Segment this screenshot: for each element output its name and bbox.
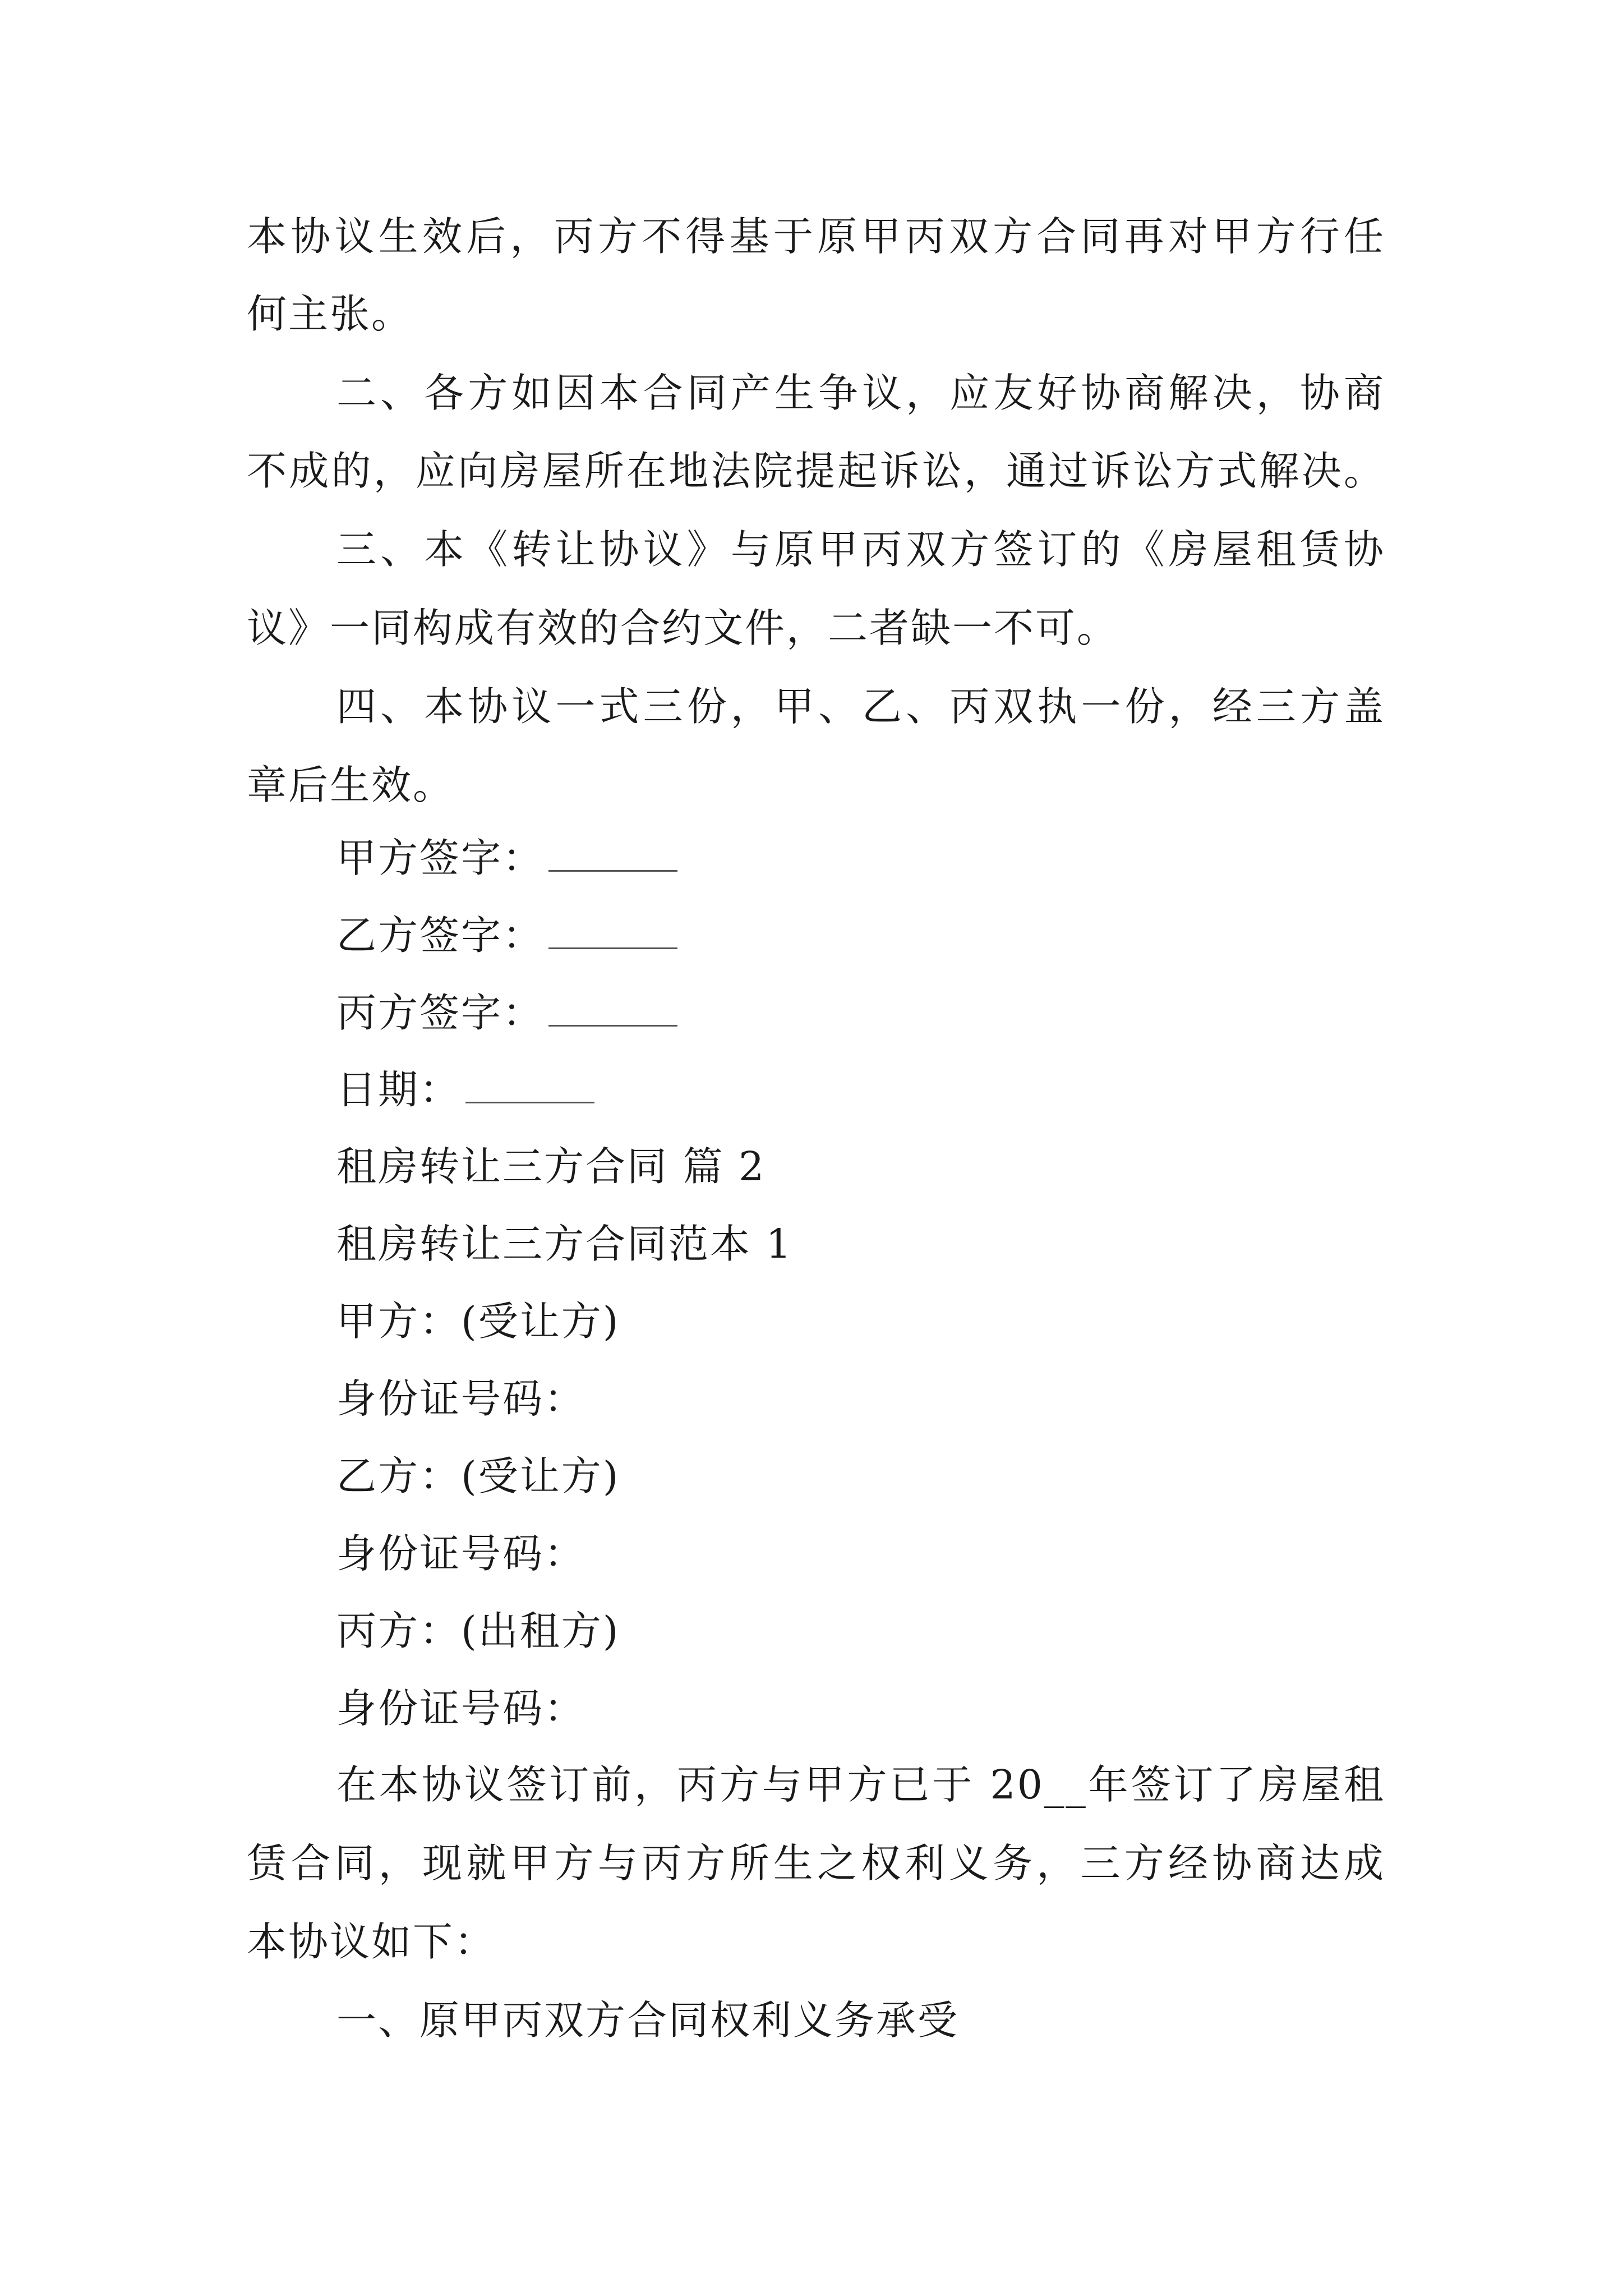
signature-label: 甲方签字： <box>336 835 545 881</box>
signature-label: 乙方签字： <box>336 912 545 959</box>
date-label: 日期： <box>336 1066 462 1113</box>
signature-date <box>336 1062 1475 1118</box>
signature-party-c <box>336 985 1475 1041</box>
signature-party-b <box>336 908 1475 964</box>
signature-label: 丙方签字： <box>336 990 545 1036</box>
clause-three: 三、本《转让协议》与原甲丙双方签订的《房屋租赁协 <box>336 526 1385 573</box>
party-c-id-line: 身份证号码： <box>336 1685 586 1732</box>
signature-blank <box>548 988 677 1027</box>
signature-blank <box>548 833 677 872</box>
clause-two: 二、各方如因本合同产生争议，应友好协商解决，协商 <box>336 370 1385 416</box>
paragraph-line: 章后生效。 <box>247 762 455 808</box>
section-heading: 租房转让三方合同 篇 2 <box>336 1143 766 1190</box>
preamble-line: 本协议如下： <box>247 1918 496 1965</box>
paragraph-line: 议》一同构成有效的合约文件，二者缺一不可。 <box>247 605 1119 651</box>
preamble-line: 赁合同，现就甲方与丙方所生之权利义务，三方经协商达成 <box>247 1840 1385 1887</box>
signature-party-a <box>336 830 1475 886</box>
signature-blank <box>548 910 677 949</box>
party-b-id-line: 身份证号码： <box>336 1530 586 1577</box>
paragraph-line: 本协议生效后，丙方不得基于原甲丙双方合同再对甲方行任 <box>247 213 1385 260</box>
section-subheading: 租房转让三方合同范本 1 <box>336 1221 793 1267</box>
party-a-id-line: 身份证号码： <box>336 1375 586 1422</box>
clause-one-heading: 一、原甲丙双方合同权利义务承受 <box>336 1997 960 2044</box>
party-c-line: 丙方：(出租方) <box>336 1608 620 1654</box>
party-a-line: 甲方：(受让方) <box>336 1298 620 1345</box>
paragraph-line: 何主张。 <box>247 291 413 337</box>
date-blank <box>465 1065 594 1103</box>
clause-four: 四、本协议一式三份，甲、乙、丙双执一份，经三方盖 <box>336 683 1385 730</box>
party-b-line: 乙方：(受让方) <box>336 1453 620 1499</box>
paragraph-line: 不成的，应向房屋所在地法院提起诉讼，通过诉讼方式解决。 <box>247 448 1385 494</box>
preamble-line: 在本协议签订前，丙方与甲方已于 20__年签订了房屋租 <box>336 1761 1385 1808</box>
